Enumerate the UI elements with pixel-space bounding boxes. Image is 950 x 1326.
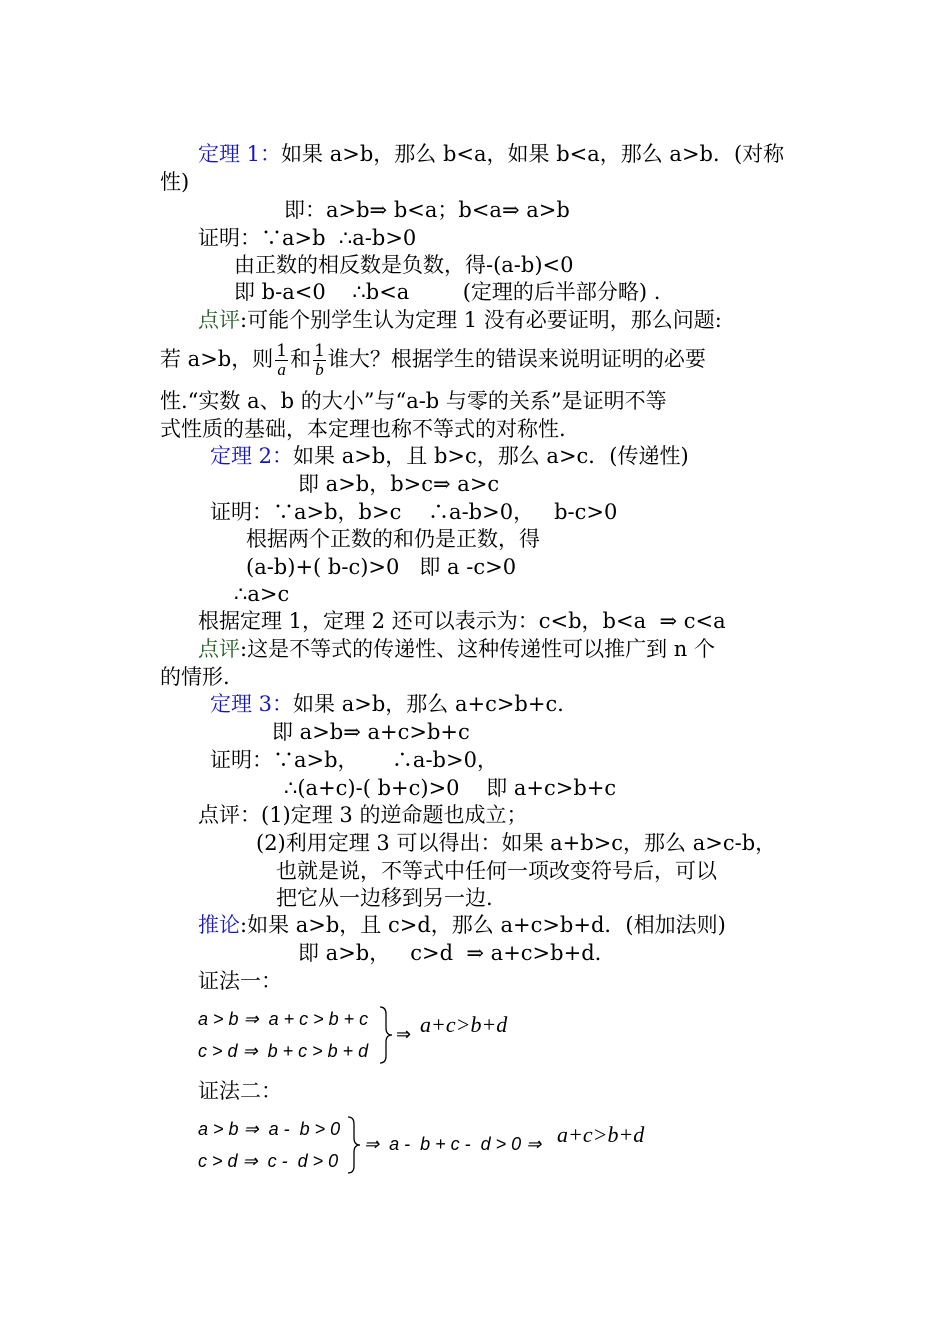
theorem3-proof-line2: ∴(a+c)-( b+c)>0 即 a+c>b+c	[284, 776, 617, 800]
comment1-line2	[160, 337, 706, 381]
theorem1-proof-line3: 即 b-a<0 ∴b<a (定理的后半部分略) .	[234, 280, 661, 304]
comment2-label: 点评	[198, 637, 240, 661]
fraction-1-over-b	[313, 342, 326, 379]
theorem1-proof-line2: 由正数的相反数是负数，得-(a-b)<0	[234, 253, 574, 277]
theorem3-proof-line1: 证明：∵a>b， ∴a-b>0，	[210, 748, 498, 772]
theorem2-symbolic: 即 a>b，b>c⇒ a>c	[298, 472, 500, 496]
theorem2-proof-line2: 根据两个正数的和仍是正数，得	[246, 527, 540, 551]
comment3-line3: 也就是说，不等式中任何一项改变符号后，可以	[276, 859, 717, 883]
method2-row1: a > b ⇒ a - b > 0	[198, 1119, 341, 1139]
theorem2-proof-line1: 证明：∵a>b，b>c ∴a-b>0， b-c>0	[210, 500, 618, 524]
method2-middle: ⇒ a - b + c - d > 0 ⇒	[364, 1134, 542, 1154]
theorem1-text-continued: 性)	[160, 170, 190, 194]
method2-row2: c > d ⇒ c - d > 0	[198, 1151, 339, 1171]
method1-brace	[378, 1006, 394, 1064]
fraction-denominator: a	[277, 360, 286, 379]
fraction-numerator: 1	[276, 341, 288, 361]
method1-row1: a > b ⇒ a + c > b + c	[198, 1009, 369, 1029]
theorem2-proof-line4: ∴a>c	[234, 582, 290, 606]
theorem2-label: 定理 2：	[210, 444, 294, 468]
theorem3-statement	[210, 691, 578, 717]
comment2-line2: 的情形.	[160, 665, 230, 689]
comment1-line2-mid: 和	[290, 347, 312, 371]
comment3-line2: (2)利用定理 3 可以得出：如果 a+b>c，那么 a>c-b，	[256, 831, 777, 855]
method1-arrow: ⇒	[396, 1024, 412, 1044]
comment1-label: 点评	[198, 308, 240, 332]
comment1-line1	[198, 307, 722, 333]
method2-brace	[346, 1116, 362, 1174]
comment1-line2-post: 谁大？根据学生的错误来说明证明的必要	[327, 347, 706, 371]
comment1-line2-pre: 若 a>b，则	[160, 347, 274, 371]
theorem2-statement	[210, 443, 689, 469]
theorem2-text: 如果 a>b，且 b>c，那么 a>c．(传递性)	[293, 444, 689, 468]
theorem3-text: 如果 a>b，那么 a+c>b+c．	[293, 692, 579, 716]
theorem3-symbolic: 即 a>b⇒ a+c>b+c	[272, 720, 470, 744]
method1-row2: c > d ⇒ b + c > b + d	[198, 1041, 369, 1061]
comment1-line3: 性.“实数 a、b 的大小”与“a-b 与零的关系”是证明不等	[160, 389, 667, 413]
method1-result: a+c>b+d	[420, 1012, 508, 1037]
corollary-symbolic: 即 a>b， c>d ⇒ a+c>b+d.	[298, 941, 602, 965]
corollary-text: :如果 a>b，且 c>d，那么 a+c>b+d．(相加法则)	[240, 913, 726, 937]
comment2-line1	[198, 636, 715, 662]
method2-result: a+c>b+d	[557, 1122, 645, 1147]
corollary-label: 推论	[198, 913, 240, 937]
fraction-numerator: 1	[314, 341, 325, 361]
theorem2-proof-line3: (a-b)+( b-c)>0 即 a -c>0	[246, 555, 517, 579]
fraction-1-over-a	[275, 342, 288, 379]
theorem1-label: 定理 1：	[198, 142, 282, 166]
theorem3-label: 定理 3：	[210, 692, 294, 716]
theorem2-restate: 根据定理 1，定理 2 还可以表示为：c<b，b<a ⇒ c<a	[198, 609, 726, 633]
theorem1-statement	[198, 141, 784, 167]
comment1-line4: 式性质的基础，本定理也称不等式的对称性.	[160, 417, 566, 441]
theorem1-proof-line1: 证明：∵a>b ∴a-b>0	[198, 226, 417, 250]
comment2-line1-text: :这是不等式的传递性、这种传递性可以推广到 n 个	[240, 637, 715, 661]
method1-heading: 证法一：	[198, 969, 282, 993]
method2-heading: 证法二：	[198, 1079, 282, 1103]
corollary-statement	[198, 912, 726, 938]
fraction-denominator: b	[315, 360, 324, 379]
comment3-line1: 点评：(1)定理 3 的逆命题也成立；	[198, 803, 528, 827]
comment3-line4: 把它从一边移到另一边.	[276, 886, 493, 910]
comment1-line1-text: :可能个别学生认为定理 1 没有必要证明，那么问题:	[240, 308, 722, 332]
theorem1-text: 如果 a>b，那么 b<a，如果 b<a，那么 a>b．(对称	[281, 142, 785, 166]
theorem1-symbolic: 即：a>b⇒ b<a；b<a⇒ a>b	[284, 198, 570, 222]
